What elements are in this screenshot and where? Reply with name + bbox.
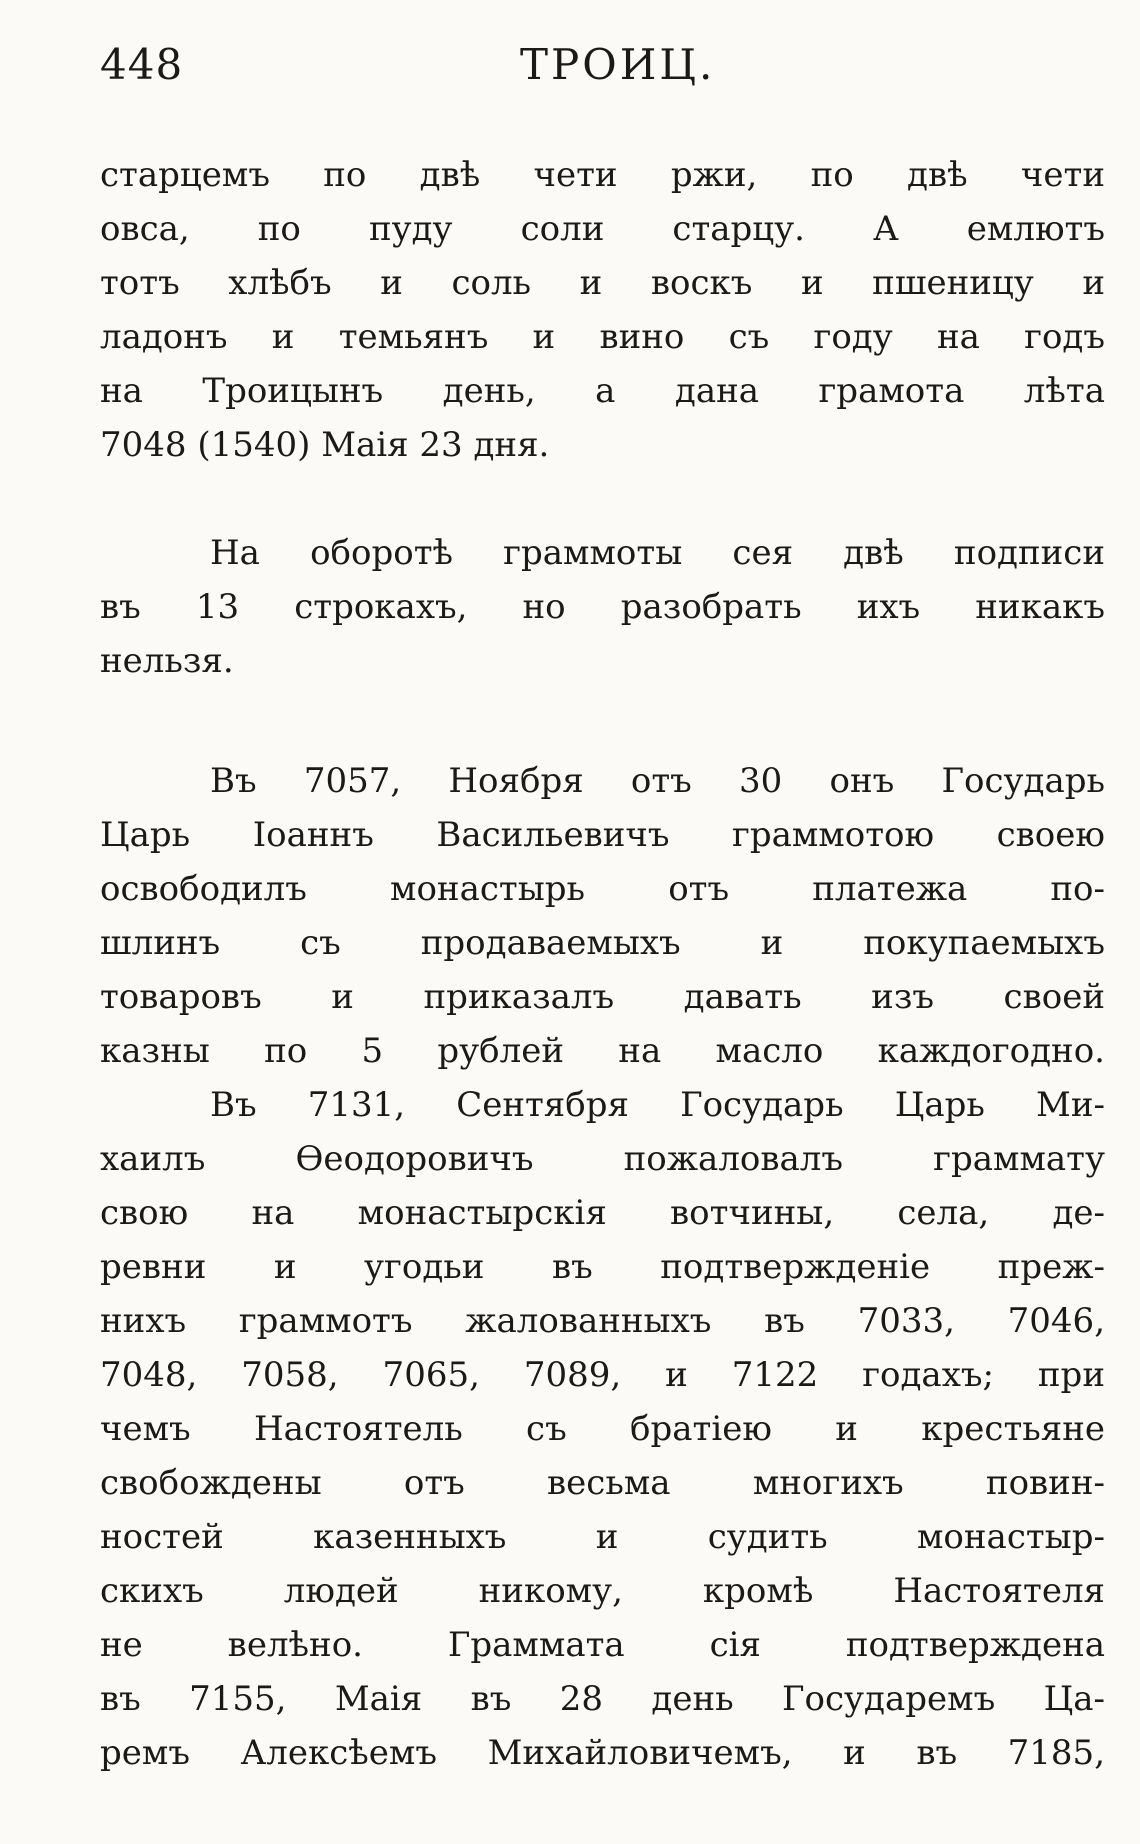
text-line: ностей казенныхъ и судить монастыр- <box>100 1517 1105 1557</box>
text-line: нихъ граммотъ жалованныхъ въ 7033, 7046, <box>100 1301 1105 1341</box>
text-line: скихъ людей никому, кромѣ Настоятеля <box>100 1571 1105 1611</box>
text-line: не велѣно. Граммата сія подтверждена <box>100 1625 1105 1665</box>
text-line: 7048, 7058, 7065, 7089, и 7122 годахъ; при <box>100 1355 1105 1395</box>
text-line: чемъ Настоятель съ братіею и крестьяне <box>100 1409 1105 1449</box>
text-line: ревни и угодьи въ подтвержденіе преж- <box>100 1247 1105 1287</box>
text-line: шлинъ съ продаваемыхъ и покупаемыхъ <box>100 923 1105 963</box>
text-line: тотъ хлѣбъ и соль и воскъ и пшеницу и <box>100 263 1105 303</box>
text-line: Въ 7057, Ноября отъ 30 онъ Государь <box>210 761 1105 801</box>
paragraph-reverse-signatures <box>100 526 1105 688</box>
paragraph-gap <box>100 688 1105 754</box>
text-line: хаилъ Ѳеодоровичъ пожаловалъ граммату <box>100 1139 1105 1179</box>
text-line: Въ 7131, Сентября Государь Царь Ми- <box>210 1085 1105 1125</box>
text-line: въ 13 строкахъ, но разобрать ихъ никакъ <box>100 587 1105 627</box>
text-line: старцемъ по двѣ чети ржи, по двѣ чети <box>100 155 1105 195</box>
text-line: нельзя. <box>100 641 234 681</box>
paragraph-7131 <box>100 1078 1105 1780</box>
text-line: казны по 5 рублей на масло каждогодно. <box>100 1031 1105 1071</box>
text-line: На оборотѣ граммоты сея двѣ подписи <box>210 533 1105 573</box>
text-line: ремъ Алексѣемъ Михайловичемъ, и въ 7185, <box>100 1733 1105 1773</box>
text-line: овса, по пуду соли старцу. А емлютъ <box>100 209 1105 249</box>
text-line: Царь Іоаннъ Васильевичъ граммотою своею <box>100 815 1105 855</box>
body-text <box>100 148 1105 1780</box>
text-line: товаровъ и приказалъ давать изъ своей <box>100 977 1105 1017</box>
text-line: свою на монастырскія вотчины, села, де- <box>100 1193 1105 1233</box>
page-number: 448 <box>100 40 184 89</box>
text-line: свобождены отъ весьма многихъ повин- <box>100 1463 1105 1503</box>
paragraph-charter-end <box>100 148 1105 472</box>
paragraph-gap <box>100 472 1105 526</box>
text-line: освободилъ монастырь отъ платежа по- <box>100 869 1105 909</box>
paragraph-7057 <box>100 754 1105 1078</box>
text-line: въ 7155, Маія въ 28 день Государемъ Ца- <box>100 1679 1105 1719</box>
page-header <box>0 40 1140 100</box>
running-title: ТРОИЦ. <box>520 40 716 89</box>
text-line: 7048 (1540) Маія 23 дня. <box>100 425 550 465</box>
text-line: ладонъ и темьянъ и вино съ году на годъ <box>100 317 1105 357</box>
text-line: на Троицынъ день, а дана грамота лѣта <box>100 371 1105 411</box>
